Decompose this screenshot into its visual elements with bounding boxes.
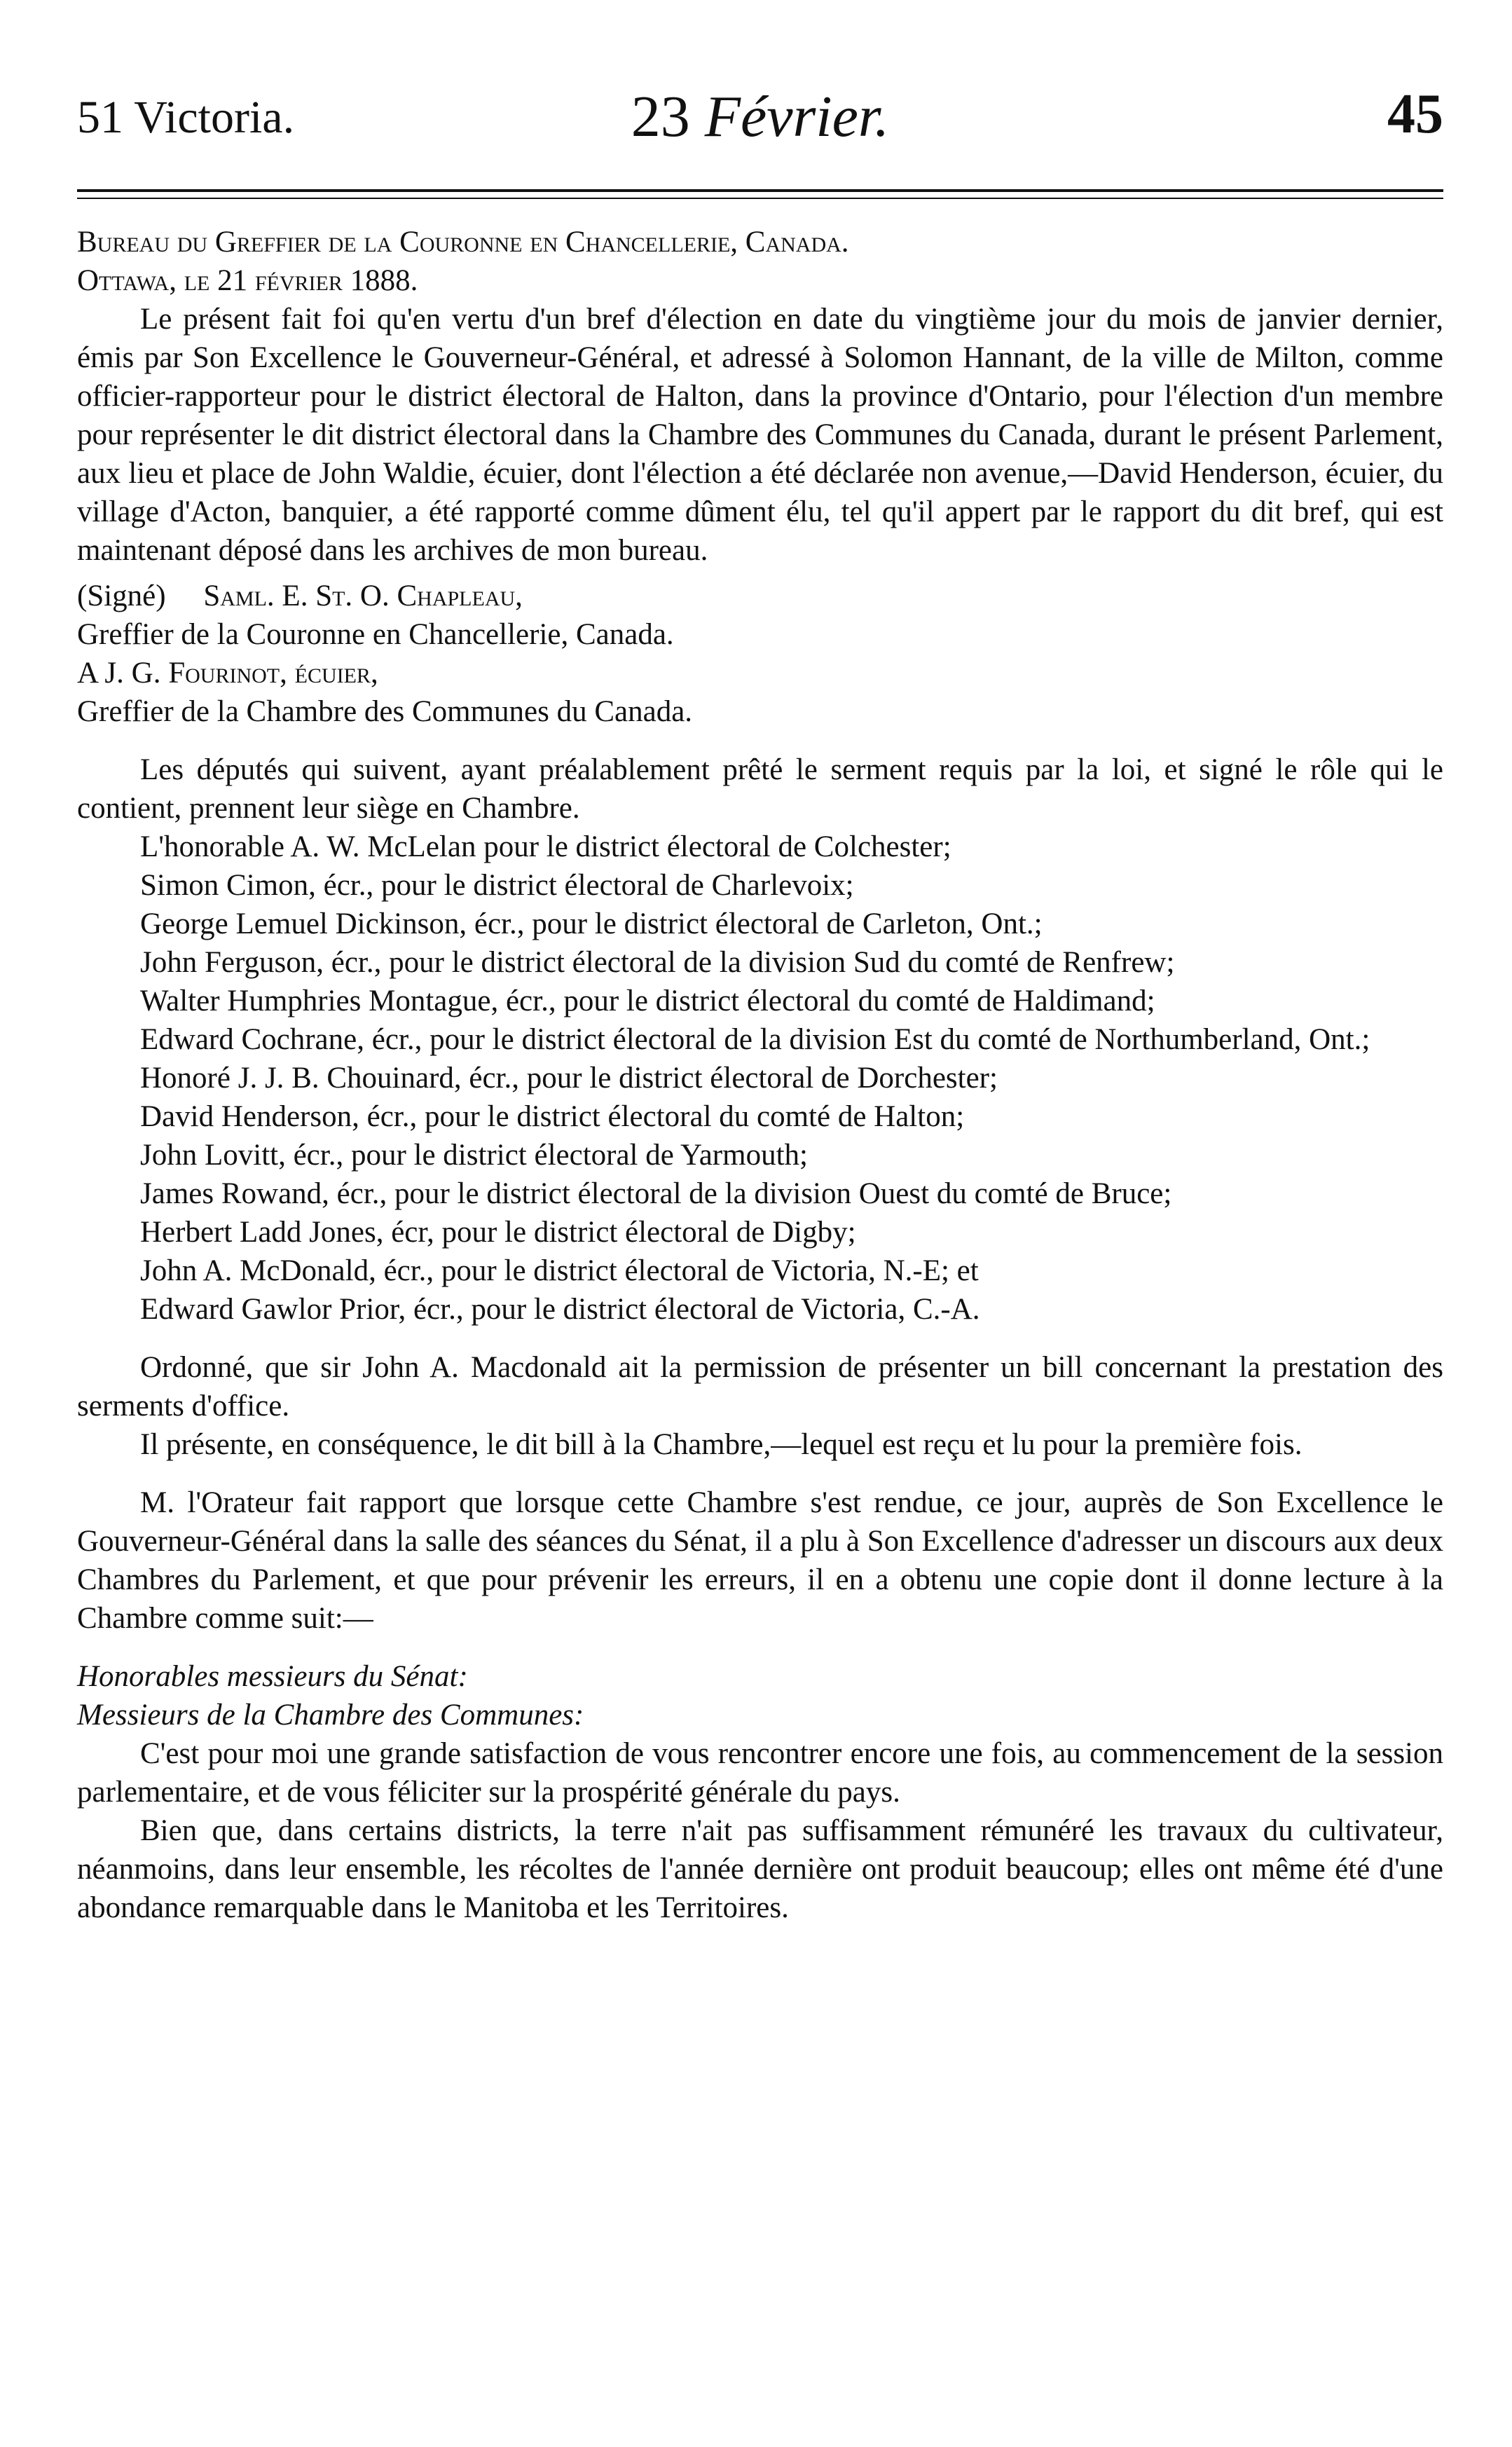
date-day: 23 — [631, 84, 690, 149]
header-rule-thin — [77, 198, 1443, 199]
signed-label: (Signé) — [77, 580, 166, 612]
signature-line — [77, 577, 1443, 615]
member-entry: Walter Humphries Montague, écr., pour le district électoral du comté de Haldimand; — [140, 985, 1155, 1017]
signatory-name: Saml. E. St. O. Chapleau, — [203, 580, 523, 612]
member-entry: John Ferguson, écr., pour le district électoral de la division Sud du comté de Renfrew; — [140, 946, 1175, 979]
certificate-body: Le présent fait foi qu'en vertu d'un bref d'élection en date du vingtième jour du mois de janvier dernier, émis par Son Excellence le Gouverneur-Général, et adressé à Solomon Hannant, de la ville de Milton, comme officier-rapporteur pour le district électoral de Halton, dans la province d'Ontario, pour l'élection d'un membre pour représenter le dit district électoral dans la Chambre des Communes du Canada, durant le présent Parlement, aux lieu et place de John Waldie, écuier, dont l'élection a été déclarée non avenue,—David Henderson, écuier, du village d'Acton, banquier, a été rapporté comme dûment élu, tel qu'il appert par le rapport du dit bref, qui est maintenant déposé dans les archives de mon bureau. — [77, 303, 1443, 567]
speech-paragraph: Bien que, dans certains districts, la terre n'ait pas suffisamment rémunéré les travaux du cultivateur, néanmoins, dans leur ensemble, les récoltes de l'année dernière ont produit beaucoup; elles ont même été d'une abondance remarquable dans le Manitoba et les Territoires. — [77, 1814, 1443, 1924]
addressee-title: Greffier de la Chambre des Communes du Canada. — [77, 695, 693, 728]
signatory-title: Greffier de la Couronne en Chancellerie, Canada. — [77, 618, 674, 651]
member-entry: Edward Cochrane, écr., pour le district électoral de la division Est du comté de Northumberland, Ont.; — [140, 1023, 1370, 1056]
page-number: 45 — [1387, 83, 1443, 145]
speech-salutation-senate: Honorables messieurs du Sénat: — [77, 1660, 468, 1693]
speech-salutation-commons: Messieurs de la Chambre des Communes: — [77, 1699, 584, 1732]
member-entry: John A. McDonald, écr., pour le district électoral de Victoria, N.-E; et — [140, 1254, 979, 1287]
member-entry: Edward Gawlor Prior, écr., pour le district électoral de Victoria, C.-A. — [140, 1293, 980, 1326]
page-date — [77, 83, 1443, 151]
date-month: Février. — [704, 84, 890, 149]
page-body — [77, 223, 1443, 1927]
certificate-office: Bureau du Greffier de la Couronne en Chancellerie, Canada. — [77, 226, 849, 259]
member-entry: Herbert Ladd Jones, écr, pour le district électoral de Digby; — [140, 1216, 856, 1249]
member-entry: David Henderson, écr., pour le district électoral du comté de Halton; — [140, 1100, 965, 1133]
member-entry: L'honorable A. W. McLelan pour le district électoral de Colchester; — [140, 830, 951, 863]
speech-paragraph: C'est pour moi une grande satisfaction de vous rencontrer encore une fois, au commencement de la session parlementaire, et de vous féliciter sur la prospérité générale du pays. — [77, 1737, 1443, 1809]
regnal-year: 51 Victoria. — [77, 92, 295, 143]
addressee: A J. G. Fourinot, écuier, — [77, 657, 378, 690]
member-entry: George Lemuel Dickinson, écr., pour le district électoral de Carleton, Ont.; — [140, 907, 1043, 940]
running-head — [77, 83, 1443, 160]
member-entry: Simon Cimon, écr., pour le district électoral de Charlevoix; — [140, 869, 854, 902]
order-paragraph: Ordonné, que sir John A. Macdonald ait la permission de présenter un bill concernant la prestation des serments d'office. — [77, 1351, 1443, 1423]
oath-intro: Les députés qui suivent, ayant préalablement prêté le serment requis par la loi, et signé le rôle qui le contient, prennent leur siège en Chambre. — [77, 753, 1443, 825]
member-entry: Honoré J. J. B. Chouinard, écr., pour le district électoral de Dorchester; — [140, 1062, 998, 1095]
member-entry: John Lovitt, écr., pour le district électoral de Yarmouth; — [140, 1139, 808, 1172]
members-list — [77, 828, 1443, 1329]
certificate-dateline: Ottawa, le 21 février 1888. — [77, 264, 418, 297]
first-reading-paragraph: Il présente, en conséquence, le dit bill à la Chambre,—lequel est reçu et lu pour la première fois. — [140, 1428, 1303, 1461]
speaker-report-paragraph: M. l'Orateur fait rapport que lorsque cette Chambre s'est rendue, ce jour, auprès de Son Excellence le Gouverneur-Général dans la salle des séances du Sénat, il a plu à Son Excellence d'adresser un discours aux deux Chambres du Parlement, et que pour prévenir les erreurs, il en a obtenu une copie dont il donne lecture à la Chambre comme suit:— — [77, 1486, 1443, 1635]
member-entry: James Rowand, écr., pour le district électoral de la division Ouest du comté de Bruce; — [140, 1177, 1172, 1210]
header-rule — [77, 189, 1443, 192]
